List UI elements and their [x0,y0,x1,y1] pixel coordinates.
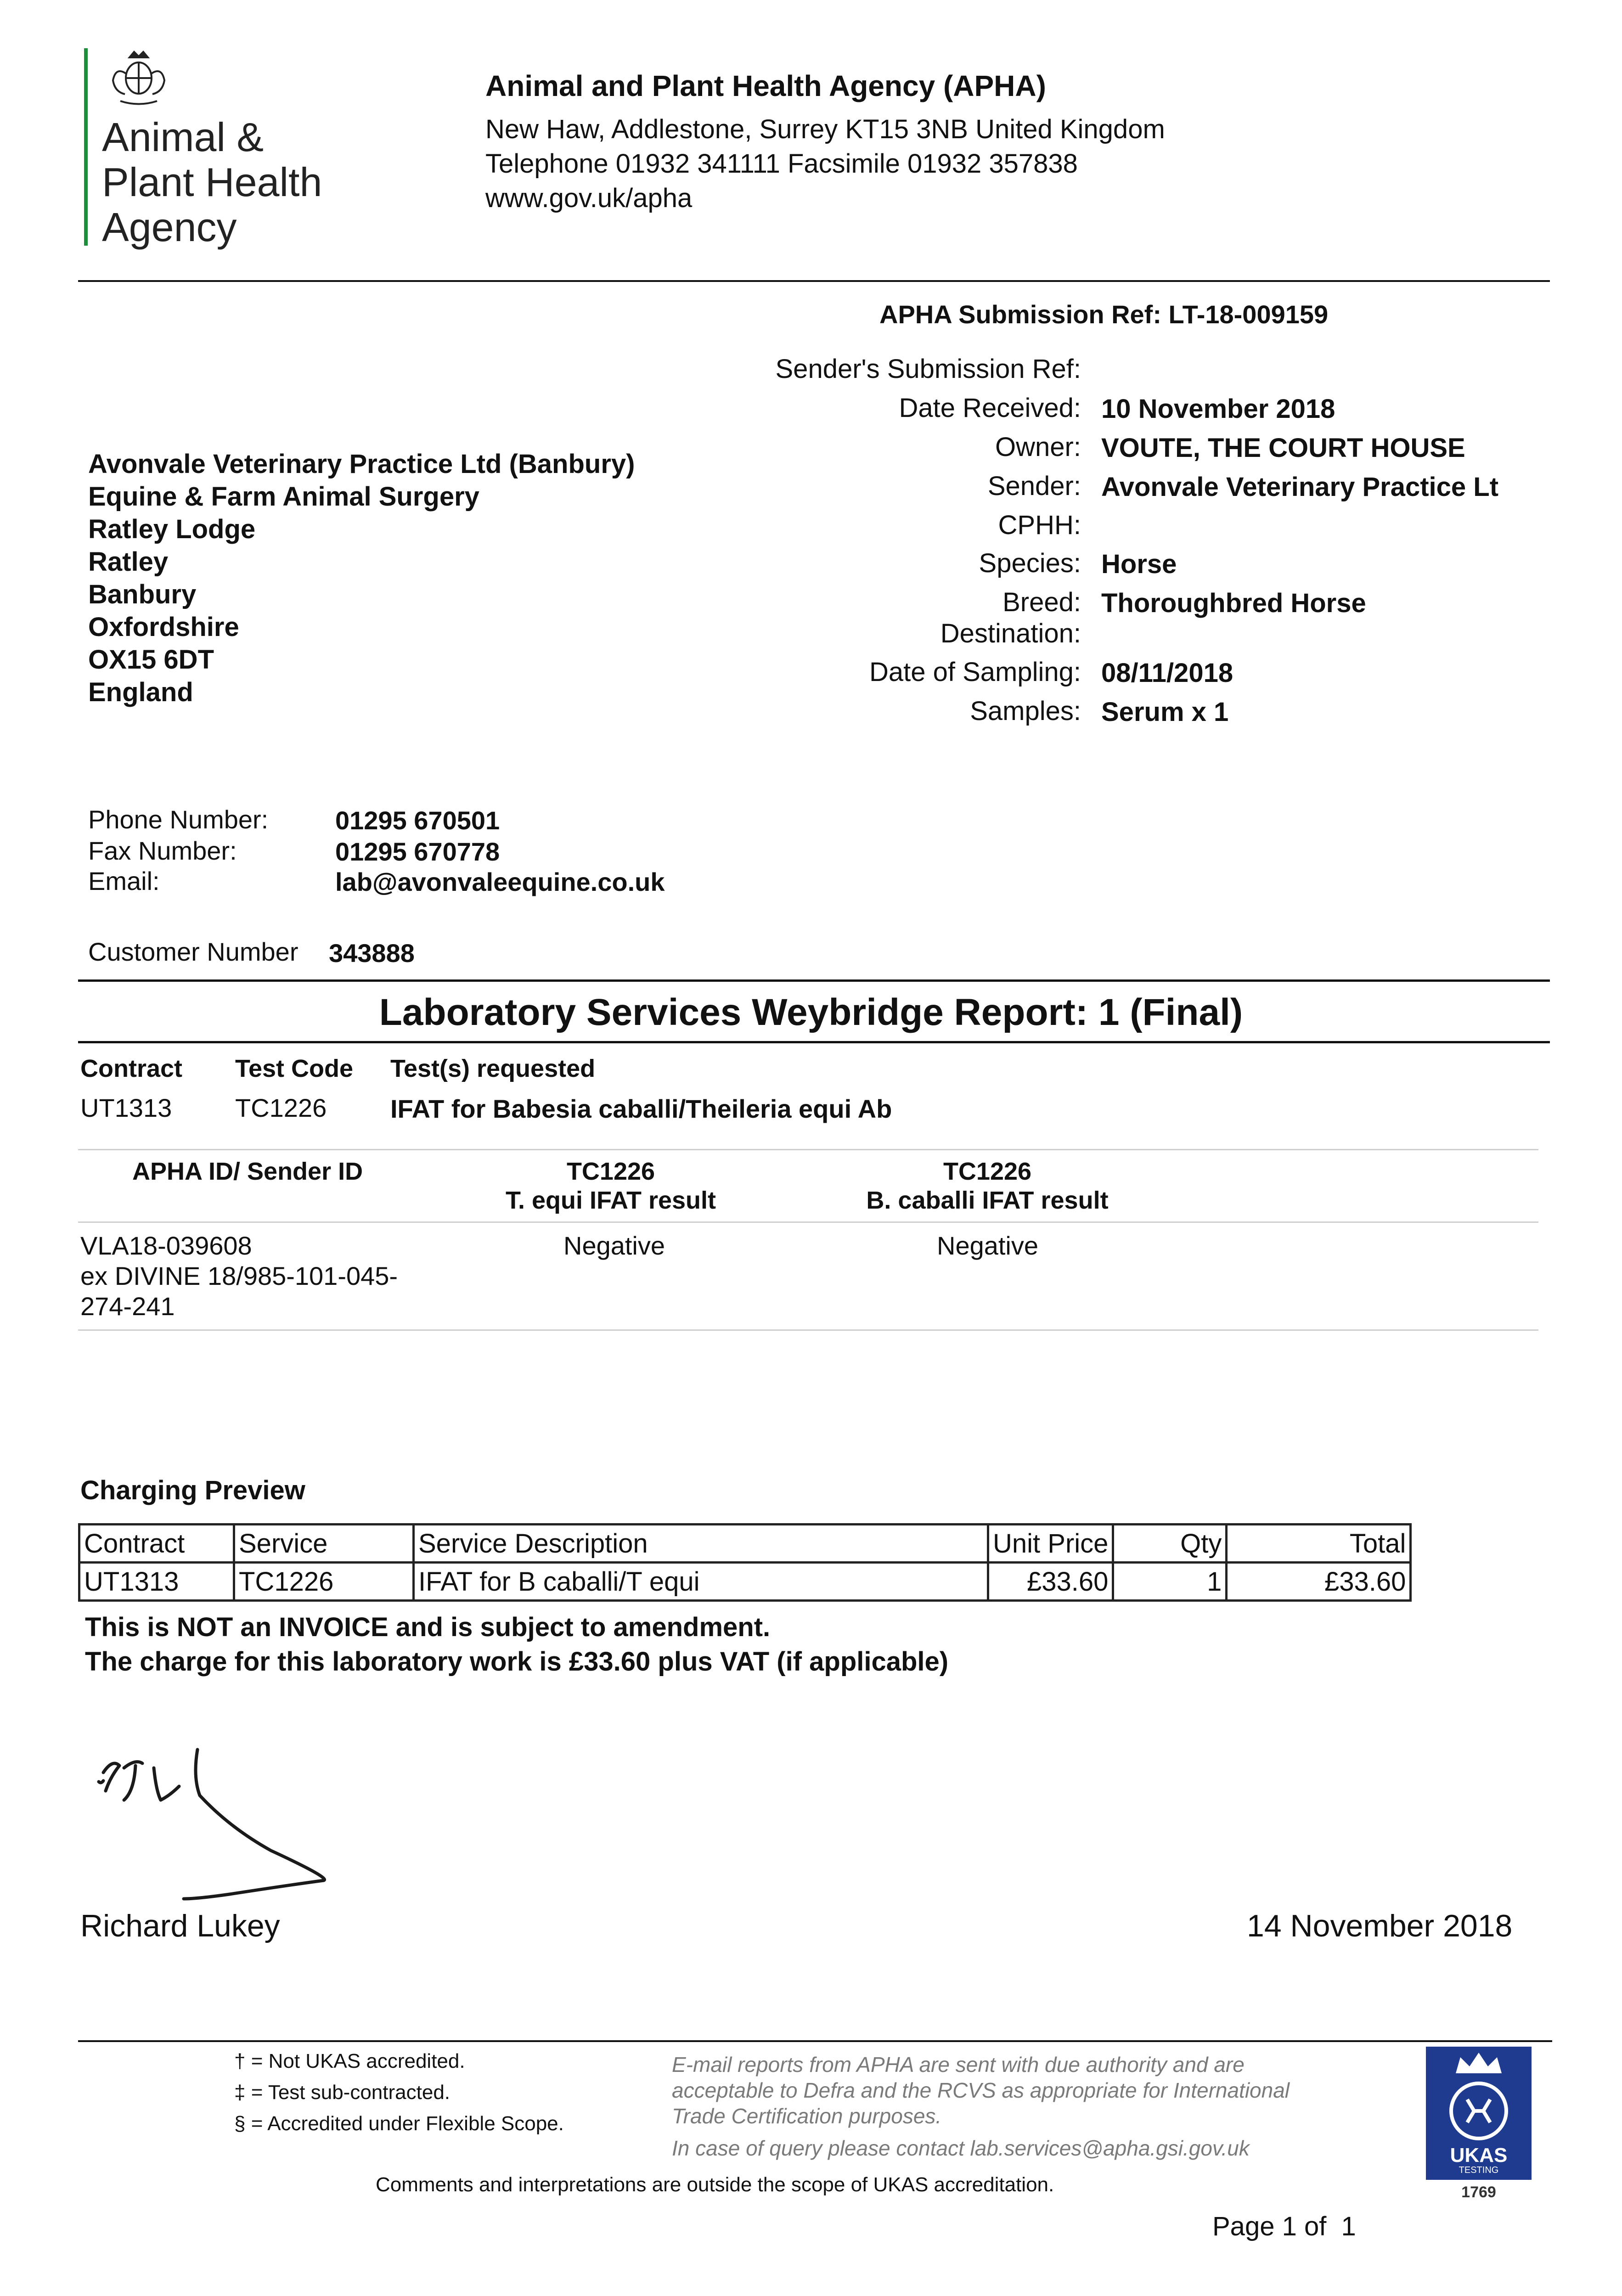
royal-crest-icon [102,48,175,108]
signature-image [92,1740,349,1915]
fax-value: 01295 670778 [335,837,500,866]
footer-divider [78,2040,1552,2042]
recipient-address [88,448,635,709]
email-note-line: E-mail reports from APHA are sent with due authority and are [672,2053,1245,2077]
address-line: Ratley Lodge [88,514,256,544]
email-note-line: Trade Certification purposes. [672,2104,942,2128]
fax-label: Fax Number: [88,836,237,865]
results-header-id: APHA ID/ Sender ID [132,1158,363,1185]
address-line: England [88,677,193,707]
results-row-id [80,1231,398,1322]
logo-accent-bar [84,48,88,246]
field-label-breed: Breed: [1002,587,1081,617]
report-test-code: TC1226 [235,1093,327,1122]
col-header-contract: Contract [80,1055,183,1082]
ukas-emblem-icon [1447,2079,1511,2143]
results-header-col2-code: TC1226 [943,1158,1032,1185]
submission-ref [879,299,1328,329]
page-number: Page 1 of 1 [1212,2212,1356,2241]
legend-item: † = Not UKAS accredited. [234,2050,465,2072]
results-divider-bottom [78,1329,1538,1331]
field-value-date-sampling: 08/11/2018 [1101,658,1233,688]
footer-comments: Comments and interpretations are outside the scope of UKAS accreditation. [376,2173,1054,2196]
ukas-badge [1426,2047,1532,2205]
legend-item: § = Accredited under Flexible Scope. [234,2112,564,2135]
charge-service: TC1226 [234,1563,414,1601]
result-t-equi: Negative [563,1231,665,1260]
charge-contract: UT1313 [79,1563,234,1601]
charge-header-contract: Contract [79,1525,234,1563]
field-label-destination: Destination: [940,619,1081,648]
charge-header-unit-price: Unit Price [988,1525,1113,1563]
logo-wordmark [102,115,322,250]
ukas-number: 1769 [1461,2183,1496,2201]
charge-header-qty: Qty [1113,1525,1227,1563]
report-divider-bottom [78,1041,1550,1043]
address-line: Avonvale Veterinary Practice Ltd (Banbury) [88,449,635,479]
sample-id-line: VLA18-039608 [80,1231,252,1260]
sample-id-line: 274-241 [80,1292,175,1321]
results-header-col1-code: TC1226 [566,1158,655,1185]
report-title: Laboratory Services Weybridge Report: 1 (Final) [379,991,1243,1033]
charge-notice: The charge for this laboratory work is £33.60 plus VAT (if applicable) [85,1647,949,1677]
field-value-sender: Avonvale Veterinary Practice Lt [1101,472,1499,502]
logo-line: Agency [102,204,237,250]
charging-row [79,1563,1411,1601]
field-value-owner: VOUTE, THE COURT HOUSE [1101,433,1465,463]
ukas-badge-box [1426,2047,1532,2180]
results-divider-top [78,1149,1538,1150]
field-label-sender-ref: Sender's Submission Ref: [775,354,1081,384]
report-divider-top [78,979,1550,982]
charge-header-service: Service [234,1525,414,1563]
report-test-name: IFAT for Babesia caballi/Theileria equi Ab [390,1094,892,1123]
footer-email-note [672,2052,1290,2129]
email-note-line: acceptable to Defra and the RCVS as appropriate for International [672,2078,1290,2102]
phone-label: Phone Number: [88,805,269,834]
submission-ref-value: LT-18-009159 [1168,300,1329,329]
field-label-date-sampling: Date of Sampling: [869,657,1081,687]
field-value-species: Horse [1101,549,1177,579]
agency-website[interactable]: www.gov.uk/apha [485,183,693,213]
field-label-species: Species: [979,548,1081,578]
charging-title: Charging Preview [80,1475,305,1505]
footer-query-note: In case of query please contact lab.services@apha.gsi.gov.uk [672,2136,1250,2160]
col-header-tests: Test(s) requested [390,1055,596,1082]
customer-number-value: 343888 [329,939,415,968]
email-value[interactable]: lab@avonvaleequine.co.uk [335,867,665,896]
field-value-samples: Serum x 1 [1101,697,1229,727]
report-contract: UT1313 [80,1093,172,1122]
field-value-breed: Thoroughbred Horse [1101,588,1366,618]
charge-unit-price: £33.60 [988,1563,1113,1601]
address-line: OX15 6DT [88,645,214,675]
email-label: Email: [88,867,160,895]
charging-header-row [79,1525,1411,1563]
field-label-owner: Owner: [995,432,1081,462]
submission-ref-label: APHA Submission Ref: [879,300,1161,329]
customer-number-label: Customer Number [88,937,298,966]
charging-table [78,1523,1412,1602]
agency-name: Animal and Plant Health Agency (APHA) [485,69,1046,102]
charge-header-description: Service Description [414,1525,988,1563]
col-header-test-code: Test Code [235,1055,354,1082]
footer-legend [234,2046,564,2139]
result-b-caballi: Negative [937,1231,1039,1260]
field-label-cphh: CPHH: [998,510,1081,540]
charge-total: £33.60 [1227,1563,1411,1601]
field-label-samples: Samples: [970,696,1081,726]
address-line: Ratley [88,547,169,577]
not-invoice-notice: This is NOT an INVOICE and is subject to amendment. [85,1612,771,1642]
signatory-name: Richard Lukey [80,1908,280,1943]
logo-line: Animal & [102,114,264,160]
agency-address: New Haw, Addlestone, Surrey KT15 3NB United Kingdom [485,114,1165,144]
ukas-sub: TESTING [1459,2165,1499,2175]
field-value-date-received: 10 November 2018 [1101,394,1335,424]
crown-icon [1451,2050,1506,2078]
charge-description: IFAT for B caballi/T equi [414,1563,988,1601]
results-divider-mid [78,1221,1538,1223]
phone-value: 01295 670501 [335,806,500,835]
agency-phone-fax: Telephone 01932 341111 Facsimile 01932 357838 [485,149,1078,179]
ukas-label: UKAS [1450,2144,1508,2167]
legend-item: ‡ = Test sub-contracted. [234,2081,451,2104]
charge-header-total: Total [1227,1525,1411,1563]
field-label-date-received: Date Received: [899,393,1081,423]
header-divider [78,280,1550,282]
address-line: Banbury [88,580,197,609]
field-label-sender: Sender: [987,471,1081,501]
logo-line: Plant Health [102,159,322,205]
address-line: Oxfordshire [88,612,239,642]
results-header-col2-name: B. caballi IFAT result [866,1187,1109,1214]
address-line: Equine & Farm Animal Surgery [88,482,479,512]
charge-qty: 1 [1113,1563,1227,1601]
results-header-col1-name: T. equi IFAT result [505,1187,716,1214]
sample-id-line: ex DIVINE 18/985-101-045- [80,1261,398,1290]
signature-date: 14 November 2018 [1247,1908,1513,1943]
